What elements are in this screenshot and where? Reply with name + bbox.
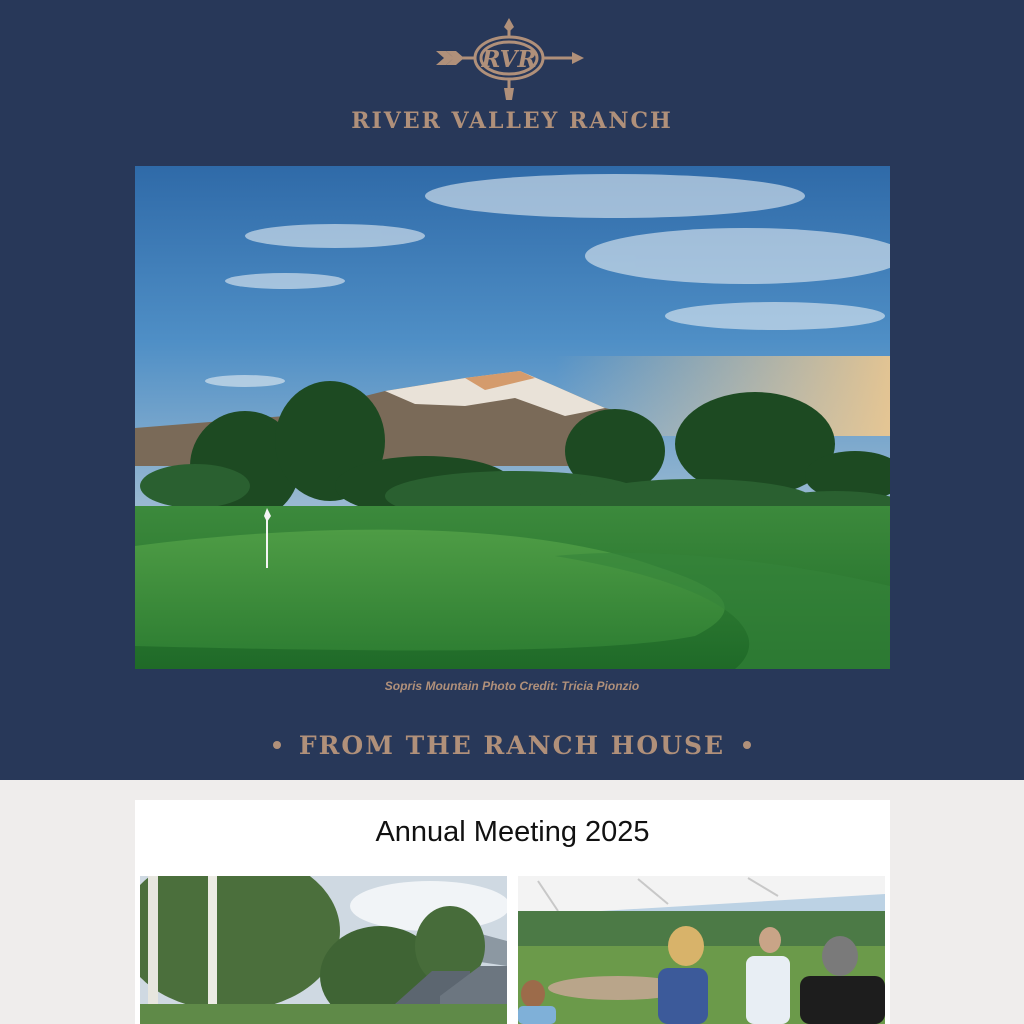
sopris-mountain-golf-photo [135, 166, 890, 669]
article-card [135, 800, 890, 1024]
brand-name: RIVER VALLEY RANCH [351, 108, 673, 134]
bullet-dot-right [743, 741, 751, 749]
registration-table-people-photo [518, 876, 885, 1024]
article-photo-right[interactable] [518, 876, 885, 1024]
photo-credit-caption: Sopris Mountain Photo Credit: Tricia Pionzio [384, 679, 640, 693]
logo-monogram: RVR [481, 46, 537, 73]
aspen-trees-and-tents-photo [140, 876, 507, 1024]
section-title: FROM THE RANCH HOUSE [298, 730, 726, 760]
bullet-dot-left [273, 741, 281, 749]
hero-image[interactable] [135, 166, 890, 669]
rvr-compass-logo[interactable] [432, 18, 586, 102]
section-heading [0, 729, 1024, 761]
article-photo-left[interactable] [140, 876, 507, 1024]
article-title[interactable]: Annual Meeting 2025 [375, 816, 650, 848]
